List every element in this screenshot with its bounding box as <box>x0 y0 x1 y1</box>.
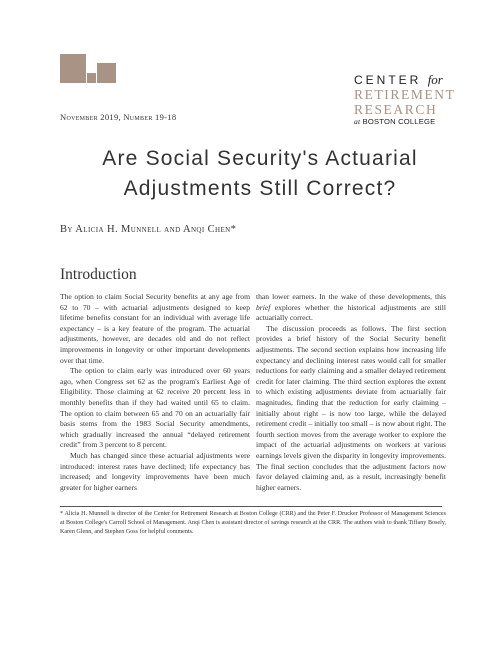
authors: By Alicia H. Munnell and Anqi Chen* <box>60 224 237 235</box>
paragraph-3-emphasis: brief <box>256 302 271 312</box>
center-logo <box>354 73 494 127</box>
paragraph-3-text: Much has changed since these actuarial adjustments were introduced: interest rates have declined; life expectancy has increased; and longevity improvements have been much greater for higher earners <box>60 450 250 492</box>
issue-info: November 2019, Number 19-18 <box>60 112 177 122</box>
paragraph-3 <box>60 451 250 493</box>
column-right <box>256 292 446 493</box>
footnote-rule <box>60 506 442 507</box>
column-left <box>60 292 250 493</box>
paragraph-3-continued-text: than lower earners. In the wake of these developments, this <box>256 292 446 301</box>
logo-center: CENTER <box>354 73 422 87</box>
section-heading: Introduction <box>60 266 137 283</box>
paragraph-2: The option to claim early was introduced over 60 years ago, when Congress set 62 as the program's Earliest Age of Eligibility. Those claiming at 62 receive 20 percent less in monthly benefits than if they had waited until 65 to claim. The option to claim between 65 and 70 on an actuarially fair basis stems from the 1983 Social Security amendments, which gradually increased the annual “delayed retirement credit” from 3 percent to 8 percent. <box>60 366 250 450</box>
logo-retirement: RETIREMENT <box>354 87 456 102</box>
logo-square-large <box>60 54 86 83</box>
title-line-1: Are Social Security's Actuarial <box>102 147 418 170</box>
paragraph-4: The discussion proceeds as follows. The first section provides a brief history of the Social Security benefit adjustments. The second section explains how increasing life expectancy and declining interest rates would call for smaller reductions for early claiming and a smaller delayed retirement credit for later claiming. The third section explores the extent to which existing adjustments deviate from actuarially fair magnitudes, finding that the reduction for early claiming – initially about right – is now too large, while the delayed retirement credit – initially too small – is now about right. The fourth section moves from the average worker to explore the impact of the actuarial adjustments on workers at various earnings levels given the disparity in longevity improvements. The final section concludes that the adjustment factors now favor delayed claiming and, as a result, increasingly benefit higher earners. <box>256 323 446 492</box>
logo-research: RESEARCH <box>354 102 438 117</box>
logo-for: for <box>427 72 443 87</box>
footnote: * Alicia H. Munnell is director of the Center for Retirement Research at Boston College (CRR) and the Peter F. Drucker Professor of Management Sciences at Boston College's Carroll School of Management. Anqi Chen is assistant director of savings research at the CRR. The authors wish to thank Tiffany Bosely, Karen Glenn, and Stephen Goss for helpful comments. <box>60 511 446 535</box>
paragraph-3-end: explores whether the historical adjustments are still actuarially correct. <box>256 302 446 323</box>
title-line-2: Adjustments Still Correct? <box>123 177 397 200</box>
paragraph-3-continued <box>256 292 446 324</box>
logo-boston-college: BOSTON COLLEGE <box>362 117 436 126</box>
logo-square-small <box>87 73 96 83</box>
paragraph-1: The option to claim Social Security benefits at any age from 62 to 70 – with actuarial adjustments designed to keep lifetime benefits constant for an individual with average life expectancy – is a key feature of the program. The actuarial adjustments, however, are decades old and do not reflect improvements in longevity or other important developments over that time. <box>60 292 250 365</box>
page-title <box>60 144 460 204</box>
logo-square-medium <box>97 63 116 83</box>
logo-at: at <box>354 117 361 126</box>
